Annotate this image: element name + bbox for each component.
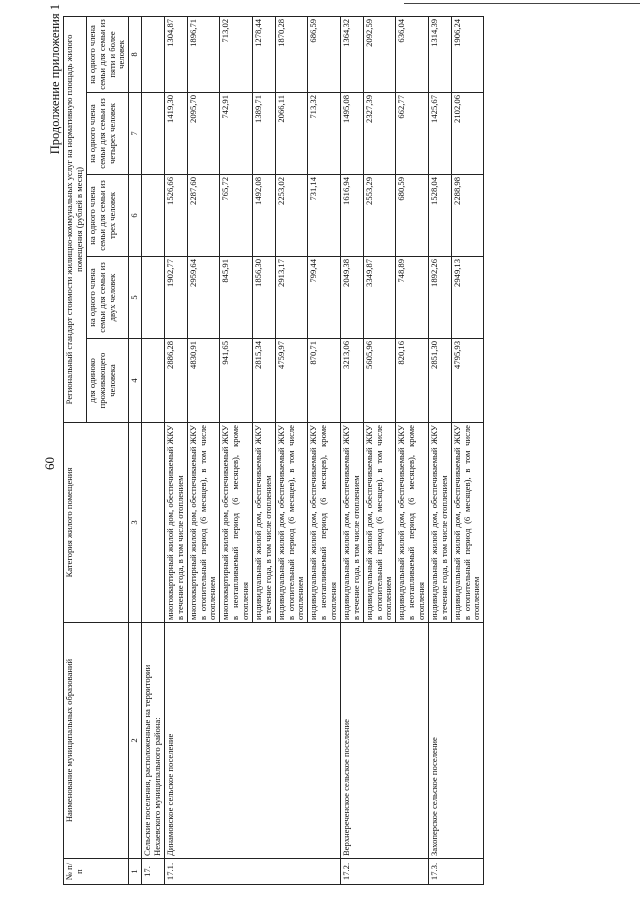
value-cell: 1526,66 [164, 175, 187, 257]
value-cell: 2913,17 [275, 257, 308, 339]
value-cell: 748,89 [396, 257, 429, 339]
value-cell: 1364,32 [340, 16, 363, 92]
value-cell: 731,14 [308, 175, 341, 257]
category-cell: индивидуальный жилой дом, обеспечиваемый ЖКУ в отопительный период (6 месяцев), в том числе отоплением [275, 423, 308, 623]
table-body [142, 16, 484, 884]
value-cell: 2066,11 [275, 93, 308, 175]
column-index: 8 [129, 16, 142, 92]
empty-cell [142, 16, 165, 92]
empty-cell [142, 257, 165, 339]
value-cell: 4830,91 [187, 339, 220, 423]
value-cell: 713,02 [220, 16, 253, 92]
category-cell: индивидуальный жилой дом, обеспечиваемый ЖКУ в течение года, в том числе отоплением [428, 423, 451, 623]
value-cell: 2288,98 [451, 175, 484, 257]
value-cell: 2886,28 [164, 339, 187, 423]
value-cell: 1314,39 [428, 16, 451, 92]
section-row [142, 16, 165, 884]
annex-title: Продолжение приложения 1 [48, 4, 62, 155]
value-cell: 1528,04 [428, 175, 451, 257]
page-number: 60 [42, 457, 57, 470]
value-cell: 1492,08 [252, 175, 275, 257]
value-cell: 2287,60 [187, 175, 220, 257]
value-cell: 4795,93 [451, 339, 484, 423]
header-sub-2: на одного члена семьи для семьи из двух человек [86, 257, 129, 339]
value-cell: 799,44 [308, 257, 341, 339]
category-cell: многоквартирный жилой дом, обеспечиваемый ЖКУ в течение года, в том числе отоплением [164, 423, 187, 623]
value-cell: 680,59 [396, 175, 429, 257]
empty-cell [142, 175, 165, 257]
value-cell: 2092,59 [363, 16, 396, 92]
header-row-1 [64, 16, 87, 884]
value-cell: 2102,06 [451, 93, 484, 175]
column-index: 2 [129, 623, 142, 859]
group-num: 17.2. [340, 859, 428, 885]
value-cell: 1856,30 [252, 257, 275, 339]
value-cell: 1896,71 [187, 16, 220, 92]
section-num: 17. [142, 859, 165, 885]
category-cell: индивидуальный жилой дом, обеспечиваемый ЖКУ в отопительный период (6 месяцев), в том числе отоплением [363, 423, 396, 623]
category-cell: многоквартирный жилой дом, обеспечиваемый ЖКУ в отопительный период (6 месяцев), в том числе отоплением [187, 423, 220, 623]
table-row [428, 16, 451, 884]
table-row [340, 16, 363, 884]
value-cell: 1304,87 [164, 16, 187, 92]
value-cell: 1906,24 [451, 16, 484, 92]
value-cell: 1892,26 [428, 257, 451, 339]
value-cell: 662,77 [396, 93, 429, 175]
column-index: 1 [129, 859, 142, 885]
section-name: Сельские поселения, расположенные на территории Нехаевского муниципального района: [142, 623, 165, 859]
column-index: 5 [129, 257, 142, 339]
header-municipality: Наименование муниципальных образований [64, 623, 129, 859]
value-cell: 3213,06 [340, 339, 363, 423]
header-sub-3: на одного члена семьи для семьи из трех человек [86, 175, 129, 257]
group-name: Динамовское сельское поселение [164, 623, 340, 859]
value-cell: 820,16 [396, 339, 429, 423]
table-row [164, 16, 187, 884]
column-index: 6 [129, 175, 142, 257]
value-cell: 1419,30 [164, 93, 187, 175]
group-num: 17.3. [428, 859, 483, 885]
column-index: 7 [129, 93, 142, 175]
value-cell: 2095,70 [187, 93, 220, 175]
header-standard-group: Региональный стандарт стоимости жилищно-коммунальных услуг на нормативную площадь жилого помещения (рублей в месяц) [64, 16, 87, 422]
value-cell: 742,91 [220, 93, 253, 175]
value-cell: 2851,30 [428, 339, 451, 423]
group-num: 17.1. [164, 859, 340, 885]
header-sub-4: на одного члена семьи для семьи из четырех человек [86, 93, 129, 175]
header-num: № п/п [64, 859, 129, 885]
value-cell: 2959,64 [187, 257, 220, 339]
header-sub-5: на одного члена семьи для семьи из пяти и более человек [86, 16, 129, 92]
header-category: Категория жилого помещения [64, 423, 129, 623]
column-index: 3 [129, 423, 142, 623]
category-cell: индивидуальный жилой дом, обеспечиваемый ЖКУ в неотапливаемый период (6 месяцев), кроме отопления [308, 423, 341, 623]
value-cell: 636,04 [396, 16, 429, 92]
value-cell: 5605,96 [363, 339, 396, 423]
value-cell: 2049,38 [340, 257, 363, 339]
value-cell: 845,91 [220, 257, 253, 339]
value-cell: 2253,02 [275, 175, 308, 257]
group-name: Верхнереченское сельское поселение [340, 623, 428, 859]
value-cell: 4759,97 [275, 339, 308, 423]
value-cell: 1616,94 [340, 175, 363, 257]
value-cell: 870,71 [308, 339, 341, 423]
value-cell: 1278,44 [252, 16, 275, 92]
category-cell: индивидуальный жилой дом, обеспечиваемый ЖКУ в течение года, в том числе отоплением [340, 423, 363, 623]
value-cell: 2815,34 [252, 339, 275, 423]
value-cell: 3349,87 [363, 257, 396, 339]
value-cell: 2949,13 [451, 257, 484, 339]
standard-table [63, 16, 484, 885]
value-cell: 1389,71 [252, 93, 275, 175]
value-cell: 2553,29 [363, 175, 396, 257]
value-cell: 1425,67 [428, 93, 451, 175]
value-cell: 1495,08 [340, 93, 363, 175]
empty-cell [142, 93, 165, 175]
header-sub-1: для одиноко проживающего человека [86, 339, 129, 423]
category-cell: многоквартирный жилой дом, обеспечиваемый ЖКУ в неотапливаемый период (6 месяцев), кроме отопления [220, 423, 253, 623]
value-cell: 941,65 [220, 339, 253, 423]
empty-cell [142, 339, 165, 423]
value-cell: 765,72 [220, 175, 253, 257]
value-cell: 2327,39 [363, 93, 396, 175]
category-cell: индивидуальный жилой дом, обеспечиваемый ЖКУ в отопительный период (6 месяцев), в том числе отоплением [451, 423, 484, 623]
column-index-row [129, 16, 142, 884]
empty-cell [142, 423, 165, 623]
value-cell: 1902,77 [164, 257, 187, 339]
value-cell: 686,59 [308, 16, 341, 92]
category-cell: индивидуальный жилой дом, обеспечиваемый ЖКУ в неотапливаемый период (6 месяцев), кроме отопления [396, 423, 429, 623]
value-cell: 713,32 [308, 93, 341, 175]
category-cell: индивидуальный жилой дом, обеспечиваемый ЖКУ в течение года, в том числе отоплением [252, 423, 275, 623]
column-index: 4 [129, 339, 142, 423]
value-cell: 1870,28 [275, 16, 308, 92]
group-name: Захоперское сельское поселение [428, 623, 483, 859]
